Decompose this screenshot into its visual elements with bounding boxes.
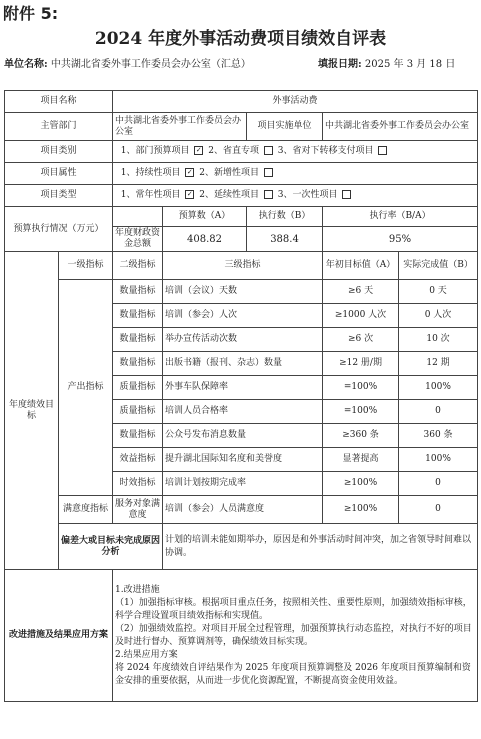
row-target: ≥12 册/期	[323, 352, 399, 376]
deviation-label: 偏差大或目标未完成原因分析	[59, 524, 163, 570]
row-target: ≥1000 人次	[323, 304, 399, 328]
sat-l3: 培训（参会）人员满意度	[163, 496, 323, 524]
exec-value: 388.4	[247, 227, 323, 252]
row-category	[5, 141, 478, 163]
category-options	[113, 141, 478, 163]
row-l3: 培训人员合格率	[163, 400, 323, 424]
table-row	[5, 280, 478, 304]
row-deviation	[5, 524, 478, 570]
row-l3: 出版书籍（报刊、杂志）数量	[163, 352, 323, 376]
sat-l2: 服务对象满意度	[113, 496, 163, 524]
row-l3: 培训计划按期完成率	[163, 472, 323, 496]
h-actual: 实际完成值（B）	[399, 252, 478, 280]
row-target: =100%	[323, 400, 399, 424]
satisfaction-label: 满意度指标	[59, 496, 113, 524]
attr-option-2: 2、新增性项目	[199, 168, 259, 178]
row-l3: 培训（参会）人次	[163, 304, 323, 328]
page-title: 2024 年度外事活动费项目绩效自评表	[94, 29, 387, 49]
row-target: ≥6 天	[323, 280, 399, 304]
measures-label: 改进措施及结果应用方案	[5, 570, 113, 702]
deviation-text: 计划的培训未能如期举办，原因是和外事活动时间冲突，加之省领导时间难以协调。	[163, 524, 478, 570]
measures-line: （2）加强绩效监控。对项目开展全过程管理，加强预算执行动态监控，对执行不好的项目及时进行督办、预算调剂等，确保绩效目标实现。	[115, 623, 472, 647]
rate-value: 95%	[323, 227, 478, 252]
row-budget-header	[5, 207, 478, 227]
row-target: ≥360 条	[323, 424, 399, 448]
category-option-1: 1、部门预算项目	[120, 146, 190, 156]
evaluation-table	[4, 90, 478, 702]
row-l3: 培训（会议）天数	[163, 280, 323, 304]
row-actual: 100%	[399, 448, 478, 472]
row-l2: 数量指标	[113, 304, 163, 328]
checkbox-checked-icon: ✓	[195, 146, 202, 154]
checkbox-checked-icon: ✓	[186, 190, 193, 198]
row-l2: 质量指标	[113, 376, 163, 400]
row-target: =100%	[323, 376, 399, 400]
unit-label: 单位名称:	[4, 59, 48, 70]
impl-label: 项目实施单位	[247, 113, 323, 141]
date-label: 填报日期:	[318, 59, 362, 70]
budget-label: 预算执行情况（万元）	[5, 207, 113, 252]
row-l3: 提升湖北国际知名度和美誉度	[163, 448, 323, 472]
row-actual: 10 次	[399, 328, 478, 352]
col-budget: 预算数（A）	[163, 207, 247, 227]
row-l2: 质量指标	[113, 400, 163, 424]
checkbox-empty-icon	[378, 146, 387, 155]
row-dept	[5, 113, 478, 141]
measures-line: 1.改进措施	[115, 584, 160, 595]
sat-actual: 0	[399, 496, 478, 524]
type-option-2: 2、延续性项目	[199, 190, 259, 200]
unit-info	[4, 55, 251, 70]
budget-value: 408.82	[163, 227, 247, 252]
budget-blank	[113, 207, 163, 227]
attr-options	[113, 163, 478, 185]
dept-value: 中共湖北省委外事工作委员会办公室	[113, 113, 247, 141]
date-value: 2025 年 3 月 18 日	[364, 59, 456, 70]
attr-label: 项目属性	[5, 163, 113, 185]
row-l2: 时效指标	[113, 472, 163, 496]
checkbox-empty-icon	[342, 190, 351, 199]
checkbox-empty-icon	[264, 168, 273, 177]
row-l3: 外事车队保障率	[163, 376, 323, 400]
measures-line: 2.结果应用方案	[115, 649, 178, 660]
checkbox-empty-icon	[264, 146, 273, 155]
category-option-2: 2、省直专项	[208, 146, 259, 156]
row-l2: 数量指标	[113, 280, 163, 304]
col-exec: 执行数（B）	[247, 207, 323, 227]
category-label: 项目类别	[5, 141, 113, 163]
fund-total-label: 年度财政资金总额	[113, 227, 163, 252]
measures-line: 将 2024 年度绩效自评结果作为 2025 年度项目预算调整及 2026 年度项目预算编制和资金安排的重要依据，从而进一步优化资源配置，不断提高资金使用效益。	[115, 662, 471, 686]
type-option-1: 1、常年性项目	[120, 190, 181, 200]
row-attr	[5, 163, 478, 185]
row-actual: 0 天	[399, 280, 478, 304]
row-type	[5, 185, 478, 207]
row-perf-header	[5, 252, 478, 280]
h-level3: 三级指标	[163, 252, 323, 280]
project-name-label: 项目名称	[5, 91, 113, 113]
row-measures	[5, 570, 478, 702]
row-actual: 0	[399, 472, 478, 496]
h-level2: 二级指标	[113, 252, 163, 280]
row-l2: 数量指标	[113, 352, 163, 376]
row-project-name	[5, 91, 478, 113]
row-actual: 100%	[399, 376, 478, 400]
row-actual: 0	[399, 400, 478, 424]
type-label: 项目类型	[5, 185, 113, 207]
attr-option-1: 1、持续性项目	[120, 168, 181, 178]
perf-section-label: 年度绩效目标	[5, 252, 59, 570]
project-name-value: 外事活动费	[113, 91, 478, 113]
row-target: ≥6 次	[323, 328, 399, 352]
dept-label: 主管部门	[5, 113, 113, 141]
row-target: ≥100%	[323, 472, 399, 496]
output-label: 产出指标	[59, 280, 113, 496]
row-target: 显著提高	[323, 448, 399, 472]
type-option-3: 3、一次性项目	[277, 190, 338, 200]
unit-value: 中共湖北省委外事工作委员会办公室（汇总）	[50, 59, 251, 70]
h-target: 年初目标值（A）	[323, 252, 399, 280]
measures-text	[113, 570, 478, 702]
row-actual: 12 期	[399, 352, 478, 376]
col-rate: 执行率（B/A）	[323, 207, 478, 227]
date-info	[318, 55, 455, 70]
sat-target: ≥100%	[323, 496, 399, 524]
attachment-label: 附件 5:	[3, 4, 59, 23]
type-options	[113, 185, 478, 207]
row-actual: 360 条	[399, 424, 478, 448]
row-actual: 0 人次	[399, 304, 478, 328]
row-l2: 效益指标	[113, 448, 163, 472]
impl-value: 中共湖北省委外事工作委员会办公室	[323, 113, 478, 141]
row-l3: 举办宣传活动次数	[163, 328, 323, 352]
checkbox-empty-icon	[264, 190, 273, 199]
table-row	[5, 496, 478, 524]
category-option-3: 3、省对下转移支付项目	[277, 146, 374, 156]
row-l2: 数量指标	[113, 328, 163, 352]
checkbox-checked-icon: ✓	[186, 168, 193, 176]
measures-line: （1）加强指标审核。根据项目重点任务，按照相关性、重要性原则，加强绩效指标审核，科学合理设置项目绩效指标和实现值。	[115, 597, 472, 621]
row-l3: 公众号发布消息数量	[163, 424, 323, 448]
row-l2: 数量指标	[113, 424, 163, 448]
h-level1: 一级指标	[59, 252, 113, 280]
